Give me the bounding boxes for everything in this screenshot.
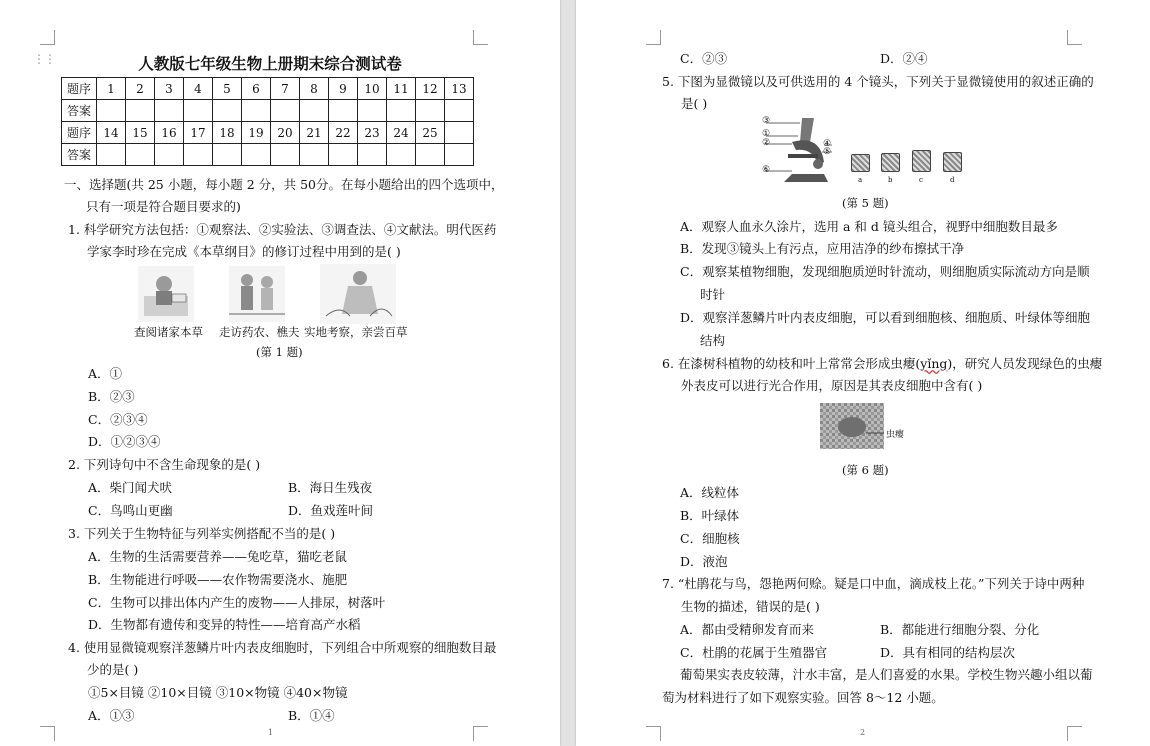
microscope-part-label: ② [762,138,771,148]
table-number-cell: 17 [184,122,213,144]
answer-cell [97,100,126,122]
document-page-1 [0,0,560,746]
option-text: A．线粒体 [680,485,740,500]
answer-cell [300,100,329,122]
answer-cell [387,144,416,166]
answer-cell [126,144,155,166]
option-text: B．②③ [88,389,135,404]
question-7-stem: 7. “杜鹃花与鸟，怨艳两何赊。疑是口中血，滴成枝上花。”下列关于诗中两种 [662,576,1085,591]
table-row-label: 题序 [62,122,97,144]
table-number-cell: 1 [97,78,126,100]
pinyin-text: yǐng [920,356,948,371]
question-4-stem: 少的是( ) [87,662,139,677]
answer-cell [184,100,213,122]
figure-caption: (第 1 题) [256,345,303,359]
crop-mark [40,726,55,741]
page-gutter [560,0,576,746]
option-text: D．观察洋葱鳞片叶内表皮细胞，可以看到细胞核、细胞质、叶绿体等细胞 [680,310,1091,325]
option-text: B．生物能进行呼吸——农作物需要浇水、施肥 [88,572,348,587]
table-number-cell: 4 [184,78,213,100]
option-text: D．②④ [880,51,928,66]
table-number-cell: 25 [416,122,445,144]
table-number-cell: 3 [155,78,184,100]
intro-paragraph: 葡萄果实表皮较薄，汁水丰富，是人们喜爱的水果。学校生物兴趣小组以葡 [680,667,1093,682]
question-4-stem: 4. 使用显微镜观察洋葱鳞片叶内表皮细胞时，下列组合中所观察的细胞数目最 [68,640,497,655]
answer-cell [358,100,387,122]
option-text: B．①④ [288,708,335,723]
lens-label: d [950,176,955,184]
intro-paragraph: 萄为材料进行了如下观察实验。回答 8～12 小题。 [662,690,944,705]
answer-cell [213,100,242,122]
table-number-cell: 9 [329,78,358,100]
microscope-part-label: ③ [762,116,771,126]
table-number-cell: 6 [242,78,271,100]
page-number: 2 [860,728,866,737]
option-text: B．叶绿体 [680,508,740,523]
answer-cell [213,144,242,166]
question-7-stem: 生物的描述，错误的是( ) [681,599,820,614]
answer-cell [242,144,271,166]
crop-mark [1067,30,1082,45]
table-number-cell: 20 [271,122,300,144]
question-5-stem: 是( ) [681,96,708,111]
crop-mark [473,30,488,45]
option-text: 结构 [700,333,726,348]
answer-cell [416,100,445,122]
drag-handle-icon[interactable]: ⋮⋮ [33,52,55,66]
answer-cell [97,144,126,166]
figure-caption: (第 6 题) [842,463,889,477]
lens-label: c [919,176,923,184]
table-number-cell: 21 [300,122,329,144]
table-number-cell [445,122,474,144]
lens-c-icon [912,150,931,172]
microscope-part-label: ① [762,129,771,139]
option-text: A．① [88,366,123,381]
table-number-cell: 19 [242,122,271,144]
question-1-stem: 学家李时珍在完成《本草纲目》的修订过程中用到的是( ) [87,244,401,259]
figure-q1-tasting [320,264,396,324]
option-text: D．液泡 [680,554,728,569]
option-text: B．都能进行细胞分裂、分化 [880,622,1040,637]
table-number-cell: 8 [300,78,329,100]
answer-cell [387,100,416,122]
table-number-cell: 10 [358,78,387,100]
answer-cell [242,100,271,122]
option-text: D．生物都有遗传和变异的特性——培育高产水稻 [88,617,361,632]
lens-a-icon [851,154,870,172]
table-number-cell: 13 [445,78,474,100]
answer-cell [416,144,445,166]
question-6-stem [662,356,1102,372]
answer-cell [445,144,474,166]
option-text: C．鸟鸣山更幽 [88,503,173,518]
figure-q1-reading [138,266,194,322]
table-number-cell: 7 [271,78,300,100]
option-text: B．发现③镜头上有污点，应用洁净的纱布擦拭干净 [680,241,965,256]
question-2-stem: 2. 下列诗句中不含生命现象的是( ) [68,457,261,472]
document-page-2 [576,0,1150,746]
table-number-cell: 18 [213,122,242,144]
crop-mark [646,30,661,45]
answer-cell [358,144,387,166]
crop-mark [1067,726,1082,741]
option-text: A．①③ [88,708,135,723]
option-text: 时针 [700,287,726,302]
option-text: A．生物的生活需要营养——兔吃草，猫吃老鼠 [88,549,348,564]
option-text: C．细胞核 [680,531,740,546]
crop-mark [646,726,661,741]
answer-cell [329,100,358,122]
question-1-stem: 1. 科学研究方法包括：①观察法、②实验法、③调查法、④文献法。明代医药 [68,222,497,237]
answer-cell [184,144,213,166]
figure-gall [820,403,884,449]
answer-cell [329,144,358,166]
table-number-cell: 24 [387,122,416,144]
question-6-stem: 外表皮可以进行光合作用，原因是其表皮细胞中含有( ) [681,378,983,393]
image-caption: 走访药农、樵夫 [219,325,300,339]
answer-cell [300,144,329,166]
answer-cell [126,100,155,122]
figure-q1-visiting [229,266,285,322]
option-text: C．②③④ [88,412,148,427]
option-text: A．观察人血永久涂片，选用 a 和 d 镜头组合，视野中细胞数目最多 [680,219,1058,234]
option-text: C．观察某植物细胞，发现细胞质逆时针流动，则细胞质实际流动方向是顺 [680,264,1090,279]
table-number-cell: 11 [387,78,416,100]
answer-cell [271,144,300,166]
answer-cell [445,100,474,122]
section-heading: 只有一项是符合题目要求的) [86,199,241,214]
image-label: 虫瘿 [886,430,905,440]
crop-mark [40,30,55,45]
option-text: A．柴门闻犬吠 [88,480,173,495]
table-row-label: 答案 [62,144,97,166]
table-number-cell: 14 [97,122,126,144]
table-row-label: 题序 [62,78,97,100]
image-caption: 查阅诸家本草 [134,325,203,339]
lens-label: b [888,176,893,184]
table-row-label: 答案 [62,100,97,122]
answer-cell [271,100,300,122]
question-4-items: ①5×目镜 ②10×目镜 ③10×物镜 ④40×物镜 [88,685,348,700]
answer-table [61,77,474,166]
crop-mark [473,726,488,741]
page-title: 人教版七年级生物上册期末综合测试卷 [138,54,402,73]
option-text: B．海日生残夜 [288,480,373,495]
answer-cell [155,144,184,166]
page-number: 1 [268,728,274,737]
option-text: D．鱼戏莲叶间 [288,503,374,518]
table-number-cell: 16 [155,122,184,144]
lens-d-icon [943,152,962,172]
table-number-cell: 15 [126,122,155,144]
question-5-stem: 5. 下图为显微镜以及可供选用的 4 个镜头，下列关于显微镜使用的叙述正确的 [662,74,1094,89]
table-number-cell: 2 [126,78,155,100]
table-number-cell: 5 [213,78,242,100]
section-heading: 一、选择题(共 25 小题，每小题 2 分，共 50分。在每小题给出的四个选项中， [64,177,504,192]
figure-caption: (第 5 题) [842,196,889,210]
option-text: C．②③ [680,51,728,66]
option-text: D．具有相同的结构层次 [880,645,1016,660]
lens-label: a [858,176,863,184]
option-text: A．都由受精卵发育而来 [680,622,815,637]
option-text: C．杜鹃的花属于生殖器官 [680,645,828,660]
microscope-part-label: ⑥ [762,165,771,175]
microscope-part-label: ④ [823,139,832,149]
question-3-stem: 3. 下列关于生物特征与列举实例搭配不当的是( ) [68,526,336,541]
question-6-text: )，研究人员发现绿色的虫瘿 [947,356,1103,371]
answer-cell [155,100,184,122]
table-number-cell: 23 [358,122,387,144]
image-caption: 实地考察，亲尝百草 [304,325,408,339]
question-6-text: 6. 在漆树科植物的幼枝和叶上常常会形成虫瘿( [662,356,921,371]
table-number-cell: 22 [329,122,358,144]
table-number-cell: 12 [416,78,445,100]
lens-b-icon [881,153,900,172]
option-text: D．①②③④ [88,434,161,449]
option-text: C．生物可以排出体内产生的废物——人排尿，树落叶 [88,595,386,610]
microscope-part-label: ⑤ [823,147,832,157]
